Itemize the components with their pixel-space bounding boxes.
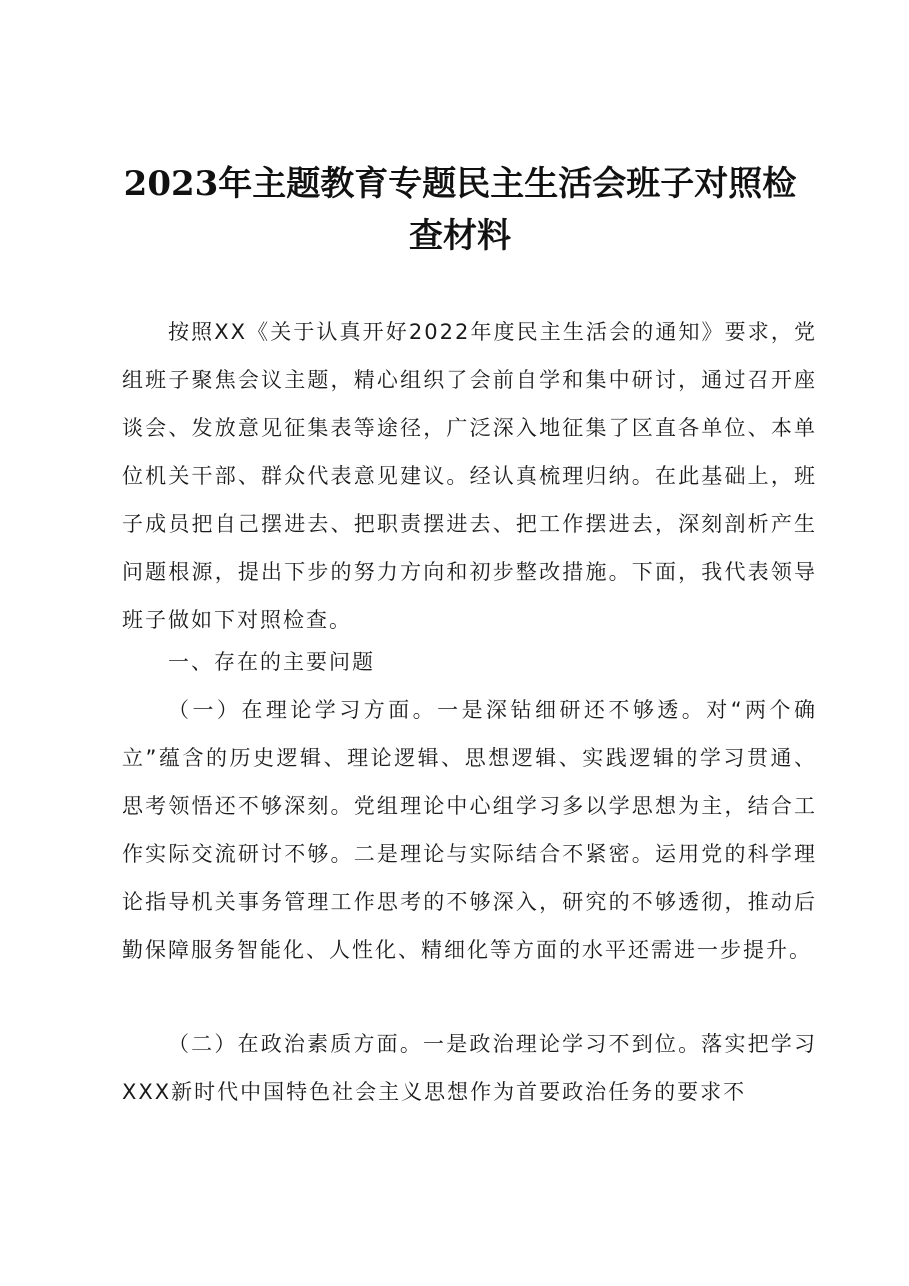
section-heading: 一、存在的主要问题: [168, 650, 375, 674]
document-title: 2023年主题教育专题民主生活会班子对照检查材料: [123, 164, 797, 256]
intro-paragraph: 按照XX《关于认真开好2022年度民主生活会的通知》要求，党组班子聚焦会议主题，精心组织了会前自学和集中研讨，通过召开座谈会、发放意见征集表等途径，广泛深入地征集了区直各单位、本单位机关干部、群众代表意见建议。经认真梳理归纳。在此基础上，班子成员把自己摆进去、把职责摆进去、把工作摆进去，深刻剖析产生问题根源，提出下步的努力方向和初步整改措施。下面，我代表领导班子做如下对照检查。: [122, 320, 817, 632]
political-quality-paragraph: （二）在政治素质方面。一是政治理论学习不到位。落实把学习XXX新时代中国特色社会主义思想作为首要政治任务的要求不: [122, 1032, 817, 1104]
theory-study-paragraph: （一）在理论学习方面。一是深钻细研还不够透。对“两个确立”蕴含的历史逻辑、理论逻辑、思想逻辑、实践逻辑的学习贯通、思考领悟还不够深刻。党组理论中心组学习多以学思想为主，结合工作实际交流研讨不够。二是理论与实际结合不紧密。运用党的科学理论指导机关事务管理工作思考的不够深入，研究的不够透彻，推动后勤保障服务智能化、人性化、精细化等方面的水平还需进一步提升。: [122, 698, 817, 962]
